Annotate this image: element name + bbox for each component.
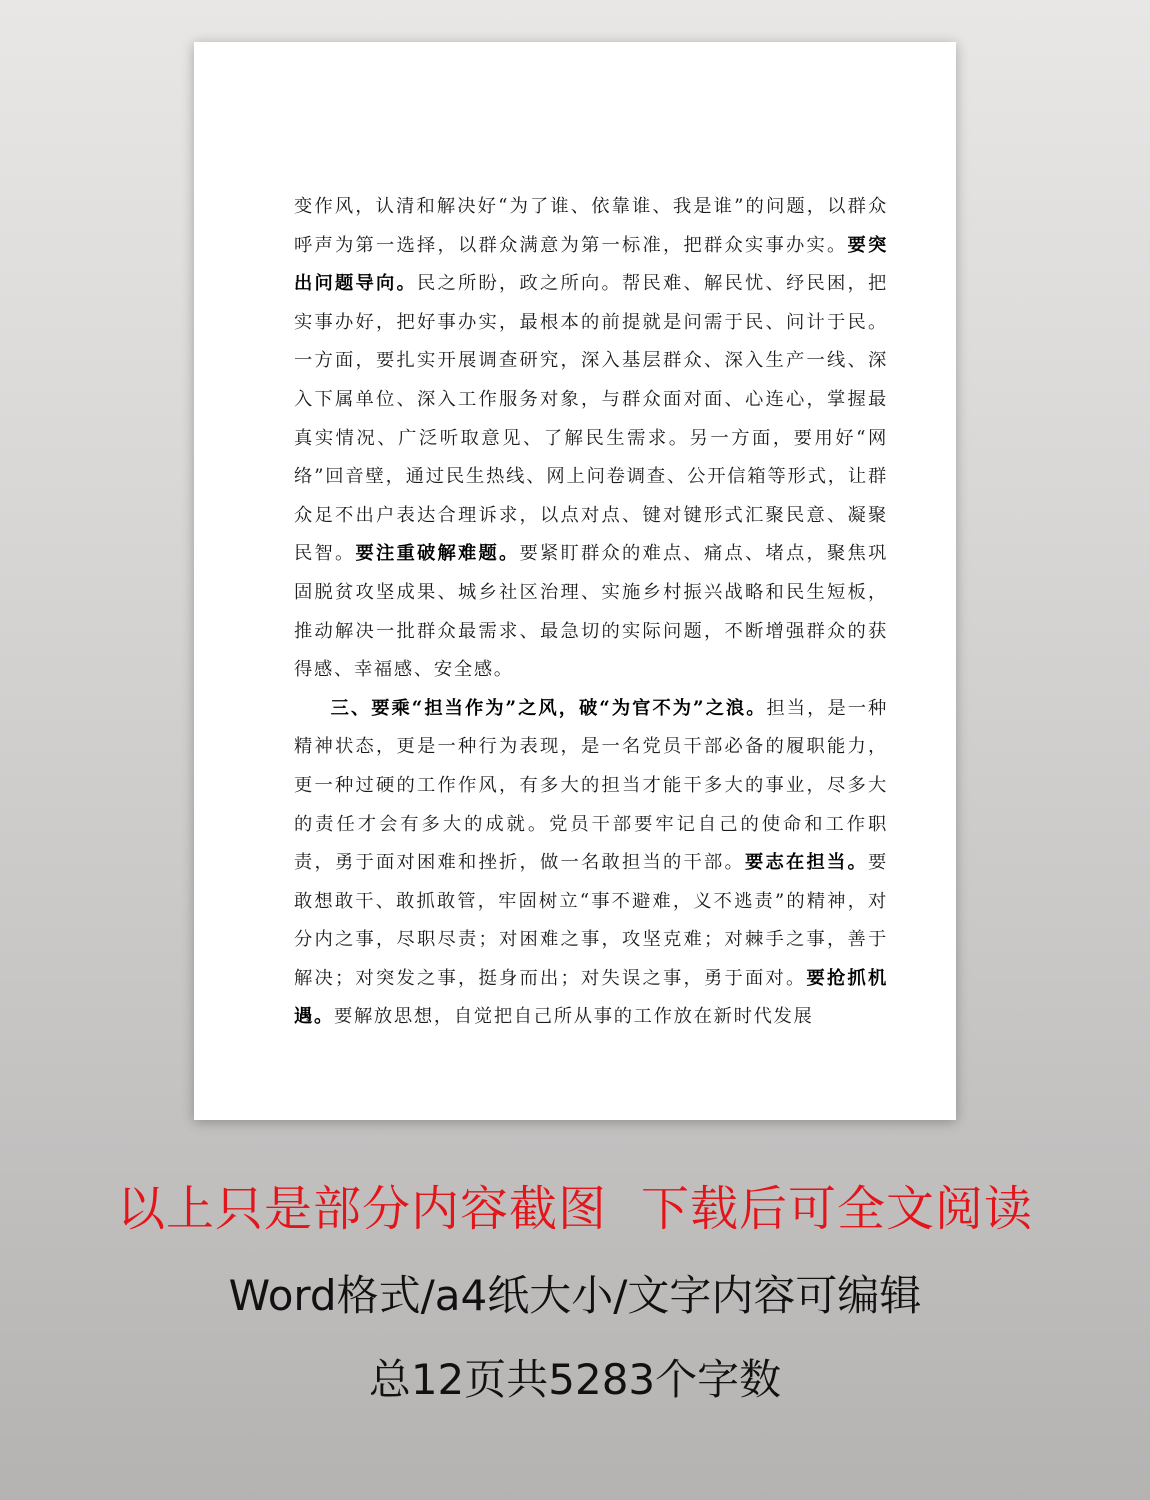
text-run: 要敢想敢干、敢抓敢管，牢固树立“事不避难，义不逃责”的精神，对分内之事，尽职尽责；对困难之事，攻坚克难；对棘手之事，善于解决；对突发之事，挺身而出；对失误之事，勇于面对。 bbox=[294, 852, 889, 989]
text-run: 要解放思想，自觉把自己所从事的工作放在新时代发展 bbox=[333, 1006, 814, 1028]
text-run: 民之所盼，政之所向。帮民难、解民忧、纾民困，把实事办好，把好事办实，最根本的前提就是问需于民、问计于民。一方面，要扎实开展调查研究，深入基层群众、深入生产一线、深入下属单位、深入工作服务对象，与群众面对面、心连心，掌握最真实情况、广泛听取意见、了解民生需求。另一方面，要用好“网络”回音壁，通过民生热线、网上问卷调查、公开信箱等形式，让群众足不出户表达合理诉求，以点对点、键对键形式汇聚民意、凝聚民智。 bbox=[294, 273, 889, 565]
text-run: 要紧盯群众的难点、痛点、堵点，聚焦巩固脱贫攻坚成果、城乡社区治理、实施乡村振兴战略和民生短板，推动解决一批群众最需求、最急切的实际问题，不断增强群众的获得感、幸福感、安全感。 bbox=[294, 543, 888, 681]
text-run: 变作风，认清和解决好“为了谁、依靠谁、我是谁”的问题，以群众呼声为第一选择，以群众满意为第一标准，把群众实事办实。 bbox=[294, 196, 888, 256]
download-notice-text: 下载后可全文阅读 bbox=[641, 1181, 1034, 1237]
format-info: Word格式/a4纸大小/文字内容可编辑 bbox=[228, 1271, 922, 1320]
document-body bbox=[294, 188, 888, 1037]
bold-subheading: 要突出问题导向。 bbox=[294, 234, 888, 295]
document-page bbox=[194, 42, 956, 1120]
text-run: 担当，是一种精神状态，更是一种行为表现，是一名党员干部必备的履职能力，更一种过硬的工作作风，有多大的担当才能干多大的事业，尽多大的责任才会有多大的成就。党员干部要牢记自己的使命和工作职责，勇于面对困难和挫折，做一名敢担当的干部。 bbox=[294, 697, 888, 874]
bold-subheading: 要志在担当。 bbox=[745, 852, 869, 874]
page-count-info: 总12页共5283个字数 bbox=[368, 1355, 782, 1404]
section-heading: 三、要乘“担当作为”之风，破“为官不为”之浪。 bbox=[330, 697, 767, 719]
bold-subheading: 要抢抓机遇。 bbox=[294, 967, 888, 1028]
partial-preview-notice bbox=[0, 1170, 1150, 1239]
bold-subheading: 要注重破解难题。 bbox=[355, 543, 520, 565]
paragraph-1 bbox=[294, 188, 888, 690]
paragraph-2 bbox=[294, 690, 888, 1037]
partial-notice-text: 以上只是部分内容截图 bbox=[116, 1181, 607, 1237]
